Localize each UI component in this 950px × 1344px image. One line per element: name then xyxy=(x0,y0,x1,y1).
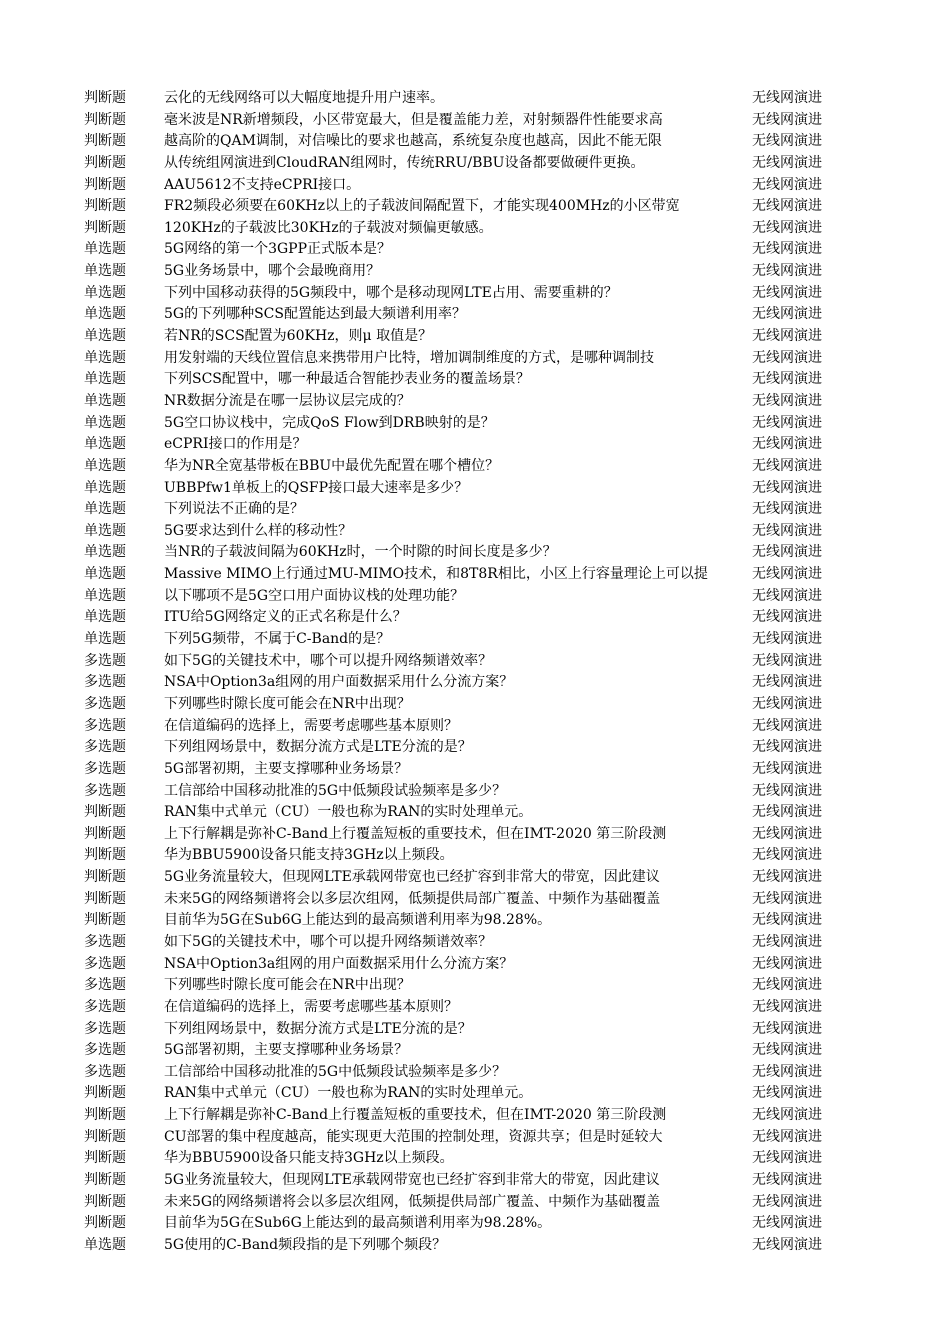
question-text-cell: 5G业务场景中，哪个会最晚商用？ xyxy=(164,263,381,280)
category-cell: 无线网演进 xyxy=(752,1150,822,1167)
table-row xyxy=(0,672,950,694)
question-type-cell: 判断题 xyxy=(84,912,126,929)
category-cell: 无线网演进 xyxy=(752,241,822,258)
category-cell: 无线网演进 xyxy=(752,219,822,236)
question-text-cell: 华为NR全宽基带板在BBU中最优先配置在哪个槽位？ xyxy=(164,457,500,474)
category-cell: 无线网演进 xyxy=(752,1085,822,1102)
category-cell: 无线网演进 xyxy=(752,154,822,171)
question-type-cell: 单选题 xyxy=(84,522,126,539)
question-type-cell: 单选题 xyxy=(84,284,126,301)
category-cell: 无线网演进 xyxy=(752,133,822,150)
question-text-cell: 下列中国移动获得的5G频段中，哪个是移动现网LTE占用、需要重耕的？ xyxy=(164,284,618,301)
question-text-cell: 下列说法不正确的是？ xyxy=(164,501,304,518)
question-text-cell: RAN集中式单元（CU）一般也称为RAN的实时处理单元。 xyxy=(164,1085,533,1102)
table-row xyxy=(0,110,950,132)
category-cell: 无线网演进 xyxy=(752,198,822,215)
question-text-cell: 工信部给中国移动批准的5G中低频段试验频率是多少？ xyxy=(164,782,507,799)
question-text-cell: 5G网络的第一个3GPP正式版本是？ xyxy=(164,241,392,258)
table-row xyxy=(0,239,950,261)
category-cell: 无线网演进 xyxy=(752,998,822,1015)
category-cell: 无线网演进 xyxy=(752,522,822,539)
table-row xyxy=(0,1083,950,1105)
question-type-cell: 判断题 xyxy=(84,869,126,886)
category-cell: 无线网演进 xyxy=(752,912,822,929)
table-row xyxy=(0,1105,950,1127)
category-cell: 无线网演进 xyxy=(752,479,822,496)
table-row xyxy=(0,369,950,391)
question-text-cell: 5G使用的C-Band频段指的是下列哪个频段？ xyxy=(164,1236,447,1253)
category-cell: 无线网演进 xyxy=(752,955,822,972)
category-cell: 无线网演进 xyxy=(752,695,822,712)
table-row xyxy=(0,1170,950,1192)
table-row xyxy=(0,499,950,521)
table-row xyxy=(0,781,950,803)
question-type-cell: 多选题 xyxy=(84,1042,126,1059)
question-type-cell: 判断题 xyxy=(84,219,126,236)
table-row xyxy=(0,910,950,932)
question-text-cell: 未来5G的网络频谱将会以多层次组网，低频提供局部广覆盖、中频作为基础覆盖 xyxy=(164,890,661,907)
question-text-cell: 下列哪些时隙长度可能会在NR中出现？ xyxy=(164,977,411,994)
question-type-cell: 多选题 xyxy=(84,782,126,799)
question-text-cell: FR2频段必须要在60KHz以上的子载波间隔配置下，才能实现400MHz的小区带宽 xyxy=(164,198,680,215)
question-type-cell: 单选题 xyxy=(84,544,126,561)
table-row xyxy=(0,521,950,543)
question-text-cell: 未来5G的网络频谱将会以多层次组网，低频提供局部广覆盖、中频作为基础覆盖 xyxy=(164,1193,661,1210)
table-row xyxy=(0,1148,950,1170)
category-cell: 无线网演进 xyxy=(752,306,822,323)
category-cell: 无线网演进 xyxy=(752,631,822,648)
question-type-cell: 多选题 xyxy=(84,760,126,777)
question-text-cell: 越高阶的QAM调制，对信噪比的要求也越高，系统复杂度也越高，因此不能无限 xyxy=(164,133,662,150)
question-text-cell: 工信部给中国移动批准的5G中低频段试验频率是多少？ xyxy=(164,1063,507,1080)
question-type-cell: 判断题 xyxy=(84,804,126,821)
table-row xyxy=(0,975,950,997)
category-cell: 无线网演进 xyxy=(752,284,822,301)
question-type-cell: 单选题 xyxy=(84,587,126,604)
question-text-cell: 云化的无线网络可以大幅度地提升用户速率。 xyxy=(164,90,444,106)
question-type-cell: 多选题 xyxy=(84,652,126,669)
question-type-cell: 单选题 xyxy=(84,306,126,323)
question-type-cell: 判断题 xyxy=(84,133,126,150)
question-text-cell: 毫米波是NR新增频段，小区带宽最大，但是覆盖能力差，对射频器件性能要求高 xyxy=(164,111,663,128)
question-text-cell: 下列组网场景中，数据分流方式是LTE分流的是？ xyxy=(164,739,472,756)
question-type-cell: 判断题 xyxy=(84,1215,126,1232)
table-row xyxy=(0,1062,950,1084)
question-type-cell: 判断题 xyxy=(84,176,126,193)
table-row xyxy=(0,845,950,867)
category-cell: 无线网演进 xyxy=(752,1193,822,1210)
table-row xyxy=(0,759,950,781)
question-type-cell: 单选题 xyxy=(84,501,126,518)
table-row xyxy=(0,348,950,370)
table-row xyxy=(0,716,950,738)
category-cell: 无线网演进 xyxy=(752,804,822,821)
table-row xyxy=(0,283,950,305)
question-type-cell: 多选题 xyxy=(84,998,126,1015)
table-row xyxy=(0,131,950,153)
table-row xyxy=(0,586,950,608)
category-cell: 无线网演进 xyxy=(752,587,822,604)
question-type-cell: 判断题 xyxy=(84,154,126,171)
table-row xyxy=(0,824,950,846)
question-text-cell: eCPRI接口的作用是？ xyxy=(164,436,307,453)
question-type-cell: 多选题 xyxy=(84,674,126,691)
question-type-cell: 判断题 xyxy=(84,1107,126,1124)
question-type-cell: 单选题 xyxy=(84,263,126,280)
question-type-cell: 单选题 xyxy=(84,609,126,626)
question-text-cell: 下列哪些时隙长度可能会在NR中出现？ xyxy=(164,695,411,712)
question-type-cell: 单选题 xyxy=(84,328,126,345)
question-type-cell: 单选题 xyxy=(84,631,126,648)
question-type-cell: 单选题 xyxy=(84,392,126,409)
question-type-cell: 判断题 xyxy=(84,1172,126,1189)
question-text-cell: 下列SCS配置中，哪一种最适合智能抄表业务的覆盖场景？ xyxy=(164,371,530,388)
question-text-cell: 如下5G的关键技术中，哪个可以提升网络频谱效率？ xyxy=(164,933,493,950)
table-row xyxy=(0,456,950,478)
table-row xyxy=(0,218,950,240)
question-text-cell: 下列5G频带，不属于C-Band的是？ xyxy=(164,631,391,648)
question-type-cell: 多选题 xyxy=(84,933,126,950)
question-text-cell: NSA中Option3a组网的用户面数据采用什么分流方案？ xyxy=(164,955,514,972)
category-cell: 无线网演进 xyxy=(752,457,822,474)
category-cell: 无线网演进 xyxy=(752,1128,822,1145)
question-type-cell: 判断题 xyxy=(84,890,126,907)
category-cell: 无线网演进 xyxy=(752,717,822,734)
table-row xyxy=(0,196,950,218)
category-cell: 无线网演进 xyxy=(752,739,822,756)
question-type-cell: 判断题 xyxy=(84,111,126,128)
question-type-cell: 判断题 xyxy=(84,1150,126,1167)
category-cell: 无线网演进 xyxy=(752,760,822,777)
question-text-cell: 120KHz的子载波比30KHz的子载波对频偏更敏感。 xyxy=(164,219,493,236)
table-row xyxy=(0,326,950,348)
table-row xyxy=(0,304,950,326)
table-row xyxy=(0,1213,950,1235)
category-cell: 无线网演进 xyxy=(752,1236,822,1253)
category-cell: 无线网演进 xyxy=(752,890,822,907)
table-row xyxy=(0,413,950,435)
table-row xyxy=(0,1019,950,1041)
category-cell: 无线网演进 xyxy=(752,1172,822,1189)
category-cell: 无线网演进 xyxy=(752,825,822,842)
table-row xyxy=(0,542,950,564)
question-text-cell: RAN集中式单元（CU）一般也称为RAN的实时处理单元。 xyxy=(164,804,533,821)
question-type-cell: 判断题 xyxy=(84,90,126,106)
table-row xyxy=(0,997,950,1019)
category-cell: 无线网演进 xyxy=(752,328,822,345)
question-text-cell: Massive MIMO上行通过MU-MIMO技术，和8T8R相比，小区上行容量理论上可以提 xyxy=(164,566,708,583)
table-row xyxy=(0,607,950,629)
category-cell: 无线网演进 xyxy=(752,371,822,388)
question-text-cell: 用发射端的天线位置信息来携带用户比特，增加调制维度的方式，是哪种调制技 xyxy=(164,349,654,366)
category-cell: 无线网演进 xyxy=(752,1215,822,1232)
table-row xyxy=(0,629,950,651)
table-row xyxy=(0,737,950,759)
question-text-cell: NSA中Option3a组网的用户面数据采用什么分流方案？ xyxy=(164,674,514,691)
category-cell: 无线网演进 xyxy=(752,652,822,669)
category-cell: 无线网演进 xyxy=(752,933,822,950)
question-text-cell: AAU5612不支持eCPRI接口。 xyxy=(164,176,361,193)
question-text-cell: 目前华为5G在Sub6G上能达到的最高频谱利用率为98.28%。 xyxy=(164,912,552,929)
table-row xyxy=(0,954,950,976)
question-text-cell: 5G部署初期，主要支撑哪种业务场景？ xyxy=(164,760,409,777)
table-row xyxy=(0,802,950,824)
table-row xyxy=(0,1235,950,1257)
question-type-cell: 单选题 xyxy=(84,1236,126,1253)
table-row xyxy=(0,434,950,456)
question-text-cell: 在信道编码的选择上，需要考虑哪些基本原则？ xyxy=(164,717,458,734)
table-row xyxy=(0,153,950,175)
table-row xyxy=(0,867,950,889)
question-text-cell: NR数据分流是在哪一层协议层完成的？ xyxy=(164,392,411,409)
question-type-cell: 判断题 xyxy=(84,847,126,864)
question-text-cell: 目前华为5G在Sub6G上能达到的最高频谱利用率为98.28%。 xyxy=(164,1215,552,1232)
category-cell: 无线网演进 xyxy=(752,544,822,561)
question-type-cell: 单选题 xyxy=(84,241,126,258)
category-cell: 无线网演进 xyxy=(752,869,822,886)
category-cell: 无线网演进 xyxy=(752,90,822,106)
table-row xyxy=(0,175,950,197)
category-cell: 无线网演进 xyxy=(752,847,822,864)
question-text-cell: 以下哪项不是5G空口用户面协议栈的处理功能？ xyxy=(164,587,465,604)
table-row xyxy=(0,478,950,500)
question-type-cell: 多选题 xyxy=(84,977,126,994)
question-type-cell: 多选题 xyxy=(84,717,126,734)
category-cell: 无线网演进 xyxy=(752,392,822,409)
question-text-cell: 如下5G的关键技术中，哪个可以提升网络频谱效率？ xyxy=(164,652,493,669)
category-cell: 无线网演进 xyxy=(752,674,822,691)
question-text-cell: UBBPfw1单板上的QSFP接口最大速率是多少？ xyxy=(164,479,469,496)
table-row xyxy=(0,694,950,716)
question-type-cell: 多选题 xyxy=(84,695,126,712)
table-row xyxy=(0,1127,950,1149)
question-text-cell: 5G业务流量较大，但现网LTE承载网带宽也已经扩容到非常大的带宽，因此建议 xyxy=(164,1172,660,1189)
table-row xyxy=(0,564,950,586)
question-text-cell: 上下行解耦是弥补C-Band上行覆盖短板的重要技术，但在IMT-2020 第三阶段测 xyxy=(164,825,667,842)
question-type-cell: 判断题 xyxy=(84,825,126,842)
question-text-cell: 5G业务流量较大，但现网LTE承载网带宽也已经扩容到非常大的带宽，因此建议 xyxy=(164,869,660,886)
question-type-cell: 判断题 xyxy=(84,1193,126,1210)
question-type-cell: 单选题 xyxy=(84,479,126,496)
question-type-cell: 多选题 xyxy=(84,739,126,756)
category-cell: 无线网演进 xyxy=(752,977,822,994)
question-text-cell: 在信道编码的选择上，需要考虑哪些基本原则？ xyxy=(164,998,458,1015)
question-text-cell: 上下行解耦是弥补C-Band上行覆盖短板的重要技术，但在IMT-2020 第三阶段测 xyxy=(164,1107,667,1124)
question-type-cell: 判断题 xyxy=(84,198,126,215)
question-text-cell: 当NR的子载波间隔为60KHz时，一个时隙的时间长度是多少？ xyxy=(164,544,557,561)
category-cell: 无线网演进 xyxy=(752,1107,822,1124)
question-text-cell: 从传统组网演进到CloudRAN组网时，传统RRU/BBU设备都要做硬件更换。 xyxy=(164,154,645,171)
question-type-cell: 多选题 xyxy=(84,1020,126,1037)
category-cell: 无线网演进 xyxy=(752,609,822,626)
table-row xyxy=(0,391,950,413)
table-row xyxy=(0,932,950,954)
question-text-cell: 华为BBU5900设备只能支持3GHz以上频段。 xyxy=(164,847,454,864)
category-cell: 无线网演进 xyxy=(752,1063,822,1080)
question-text-cell: 若NR的SCS配置为60KHz，则μ 取值是？ xyxy=(164,328,433,345)
question-type-cell: 判断题 xyxy=(84,1085,126,1102)
question-type-cell: 判断题 xyxy=(84,1128,126,1145)
table-row xyxy=(0,261,950,283)
table-row xyxy=(0,1192,950,1214)
category-cell: 无线网演进 xyxy=(752,263,822,280)
category-cell: 无线网演进 xyxy=(752,1020,822,1037)
category-cell: 无线网演进 xyxy=(752,501,822,518)
table-row xyxy=(0,889,950,911)
question-type-cell: 单选题 xyxy=(84,349,126,366)
category-cell: 无线网演进 xyxy=(752,176,822,193)
question-type-cell: 单选题 xyxy=(84,371,126,388)
category-cell: 无线网演进 xyxy=(752,566,822,583)
question-type-cell: 多选题 xyxy=(84,1063,126,1080)
question-text-cell: 5G部署初期，主要支撑哪种业务场景？ xyxy=(164,1042,409,1059)
category-cell: 无线网演进 xyxy=(752,1042,822,1059)
question-text-cell: CU部署的集中程度越高，能实现更大范围的控制处理，资源共享；但是时延较大 xyxy=(164,1128,663,1145)
question-type-cell: 多选题 xyxy=(84,955,126,972)
table-row xyxy=(0,1040,950,1062)
question-type-cell: 单选题 xyxy=(84,566,126,583)
question-text-cell: 华为BBU5900设备只能支持3GHz以上频段。 xyxy=(164,1150,454,1167)
category-cell: 无线网演进 xyxy=(752,414,822,431)
table-row xyxy=(0,651,950,673)
question-type-cell: 单选题 xyxy=(84,457,126,474)
category-cell: 无线网演进 xyxy=(752,436,822,453)
question-text-cell: 5G空口协议栈中，完成QoS Flow到DRB映射的是？ xyxy=(164,414,495,431)
table-row xyxy=(0,88,950,110)
category-cell: 无线网演进 xyxy=(752,111,822,128)
category-cell: 无线网演进 xyxy=(752,349,822,366)
category-cell: 无线网演进 xyxy=(752,782,822,799)
question-text-cell: ITU给5G网络定义的正式名称是什么？ xyxy=(164,609,407,626)
question-text-cell: 下列组网场景中，数据分流方式是LTE分流的是？ xyxy=(164,1020,472,1037)
question-type-cell: 单选题 xyxy=(84,414,126,431)
question-text-cell: 5G要求达到什么样的移动性？ xyxy=(164,522,353,539)
question-table xyxy=(0,88,950,1257)
question-type-cell: 单选题 xyxy=(84,436,126,453)
question-text-cell: 5G的下列哪种SCS配置能达到最大频谱利用率？ xyxy=(164,306,466,323)
